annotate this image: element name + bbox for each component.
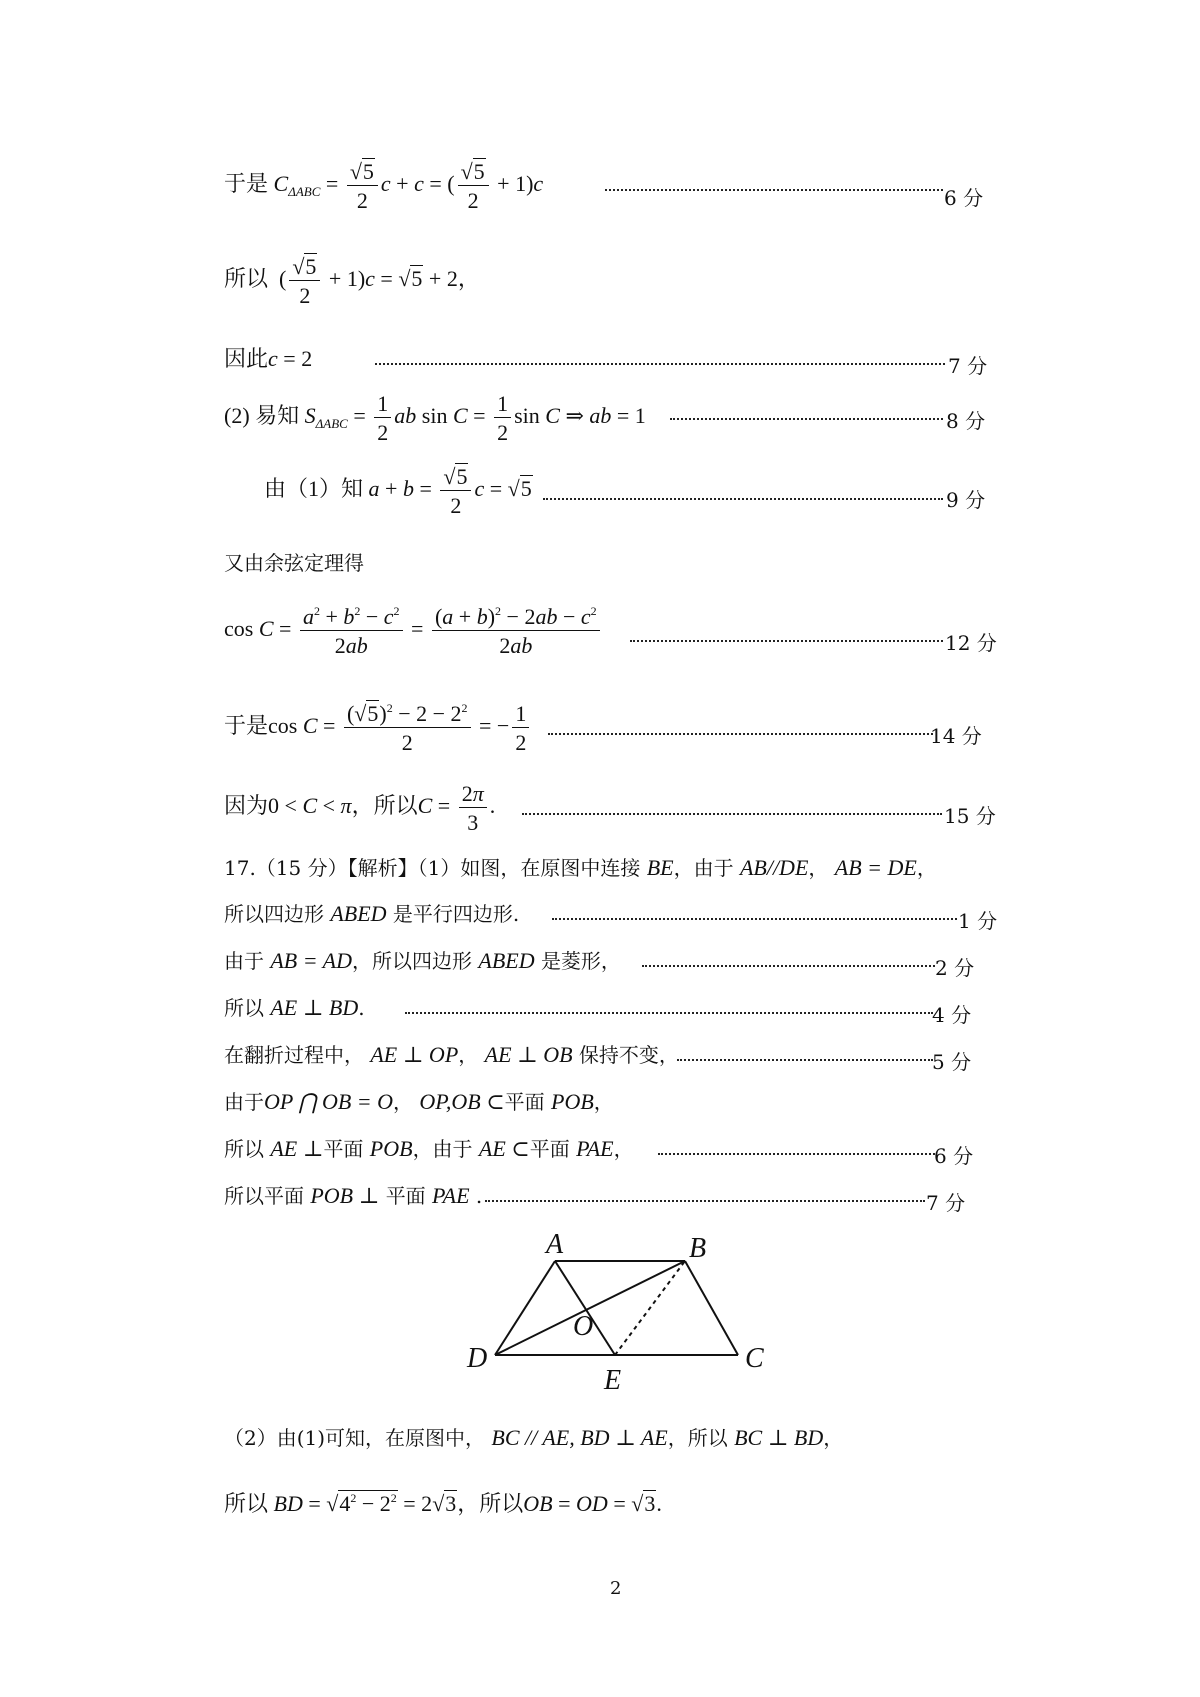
label-o: O <box>573 1311 594 1342</box>
text-part2: (2) 易知 <box>224 403 300 429</box>
math-ab-parallel-de: AB//DE <box>739 855 809 880</box>
text: 平面 <box>529 1137 570 1161</box>
text-suoyi: 所以 <box>224 266 269 292</box>
fraction: $\frac{a^2 + b^2 - c^2}{2ab}$ <box>300 605 403 657</box>
line-q17-intro <box>224 857 937 879</box>
text: 所以 <box>224 996 264 1020</box>
fraction: $\frac{1}{2}$ <box>374 392 391 444</box>
text: ， <box>458 1043 479 1067</box>
leader-dots <box>552 918 957 920</box>
text: ， <box>823 1426 844 1450</box>
score-label: 6 分 <box>934 1144 974 1168</box>
line-intersection <box>224 1091 614 1113</box>
score-label: 5 分 <box>932 1050 972 1074</box>
line-ae-perp-plane <box>224 1138 634 1160</box>
fraction: $\frac{1}{2}$ <box>494 392 511 444</box>
math-op-cap-ob: OP ⋂ OB = O <box>264 1089 394 1114</box>
text: 是菱形， <box>540 949 621 973</box>
score-label: 9 分 <box>946 488 986 512</box>
line-a-plus-b: 由（1）知 a + b = $\frac{√5}{2}$ c = √5 <box>264 464 532 519</box>
text-suoyi: 所以 <box>224 1491 269 1516</box>
label-b: B <box>689 1233 707 1264</box>
text: ， <box>916 856 937 880</box>
score-label: 14 分 <box>930 724 982 748</box>
score-label: 6 分 <box>944 186 984 210</box>
leader-dots <box>658 1153 935 1155</box>
leader-dots <box>677 1059 933 1061</box>
text: 所以四边形 <box>224 902 324 926</box>
score-label: 8 分 <box>946 409 986 433</box>
segment-eb-dashed <box>615 1261 685 1355</box>
leader-dots <box>605 189 943 191</box>
line-ae-perp-bd <box>224 997 365 1019</box>
fraction: $\frac{√5}{2}$ <box>289 255 320 307</box>
leader-dots <box>375 363 945 365</box>
leader-dots <box>670 418 943 420</box>
line-parallelogram <box>224 903 519 925</box>
text-suoyi: ，所以 <box>457 1491 524 1516</box>
score-label: 1 分 <box>958 909 998 933</box>
fraction: $\frac{√5}{2}$ <box>458 160 489 212</box>
text-by-part1: 由（1）知 <box>264 476 364 502</box>
text: ， <box>613 1137 634 1161</box>
line-folding <box>224 1044 679 1066</box>
fraction: $\frac{√5}{2}$ <box>347 160 378 212</box>
score-label: 12 分 <box>945 631 997 655</box>
leader-dots <box>522 813 942 815</box>
line-perimeter: 于是 $C_{\Delta ABC}$ = $\frac{√5}{2}$ c + c = ( $\frac{√5}{2}$ + 1)c <box>224 159 544 214</box>
score-label: 4 分 <box>932 1003 972 1027</box>
text-suoyi: ，所以 <box>351 793 418 819</box>
leader-dots <box>405 1012 933 1014</box>
fraction: $\frac{(√5)^2 - 2 - 2^2}{2}$ <box>344 702 471 754</box>
label-e: E <box>604 1365 622 1396</box>
text: 所以 <box>224 1137 264 1161</box>
math-ae-subset: AE ⊂ <box>478 1136 530 1161</box>
leader-dots <box>485 1200 925 1202</box>
text: 平面 <box>323 1137 364 1161</box>
subscript-abc: ΔABC <box>288 184 321 200</box>
score-label: 7 分 <box>926 1191 966 1215</box>
math-abed: ABED <box>330 901 387 926</box>
math-pob: POB <box>551 1089 594 1114</box>
math-ab-eq-de: AB = DE <box>834 855 917 880</box>
fraction: $\frac{√5}{2}$ <box>440 465 471 517</box>
text: ， <box>393 1090 414 1114</box>
text: ，所以 <box>667 1426 728 1450</box>
line-bd-length: 所以 BD = $√4^2 - 2^2 = 2√3$，所以OB = OD = √3. <box>224 1491 662 1516</box>
line-cosine-formula: cos C = $\frac{a^2 + b^2 - c^2}{2ab}$ = $\frac{(a + b)^2 - 2ab - c^2}{2ab}$ <box>224 605 603 657</box>
leader-dots <box>548 733 933 735</box>
text: ， <box>808 856 829 880</box>
text-yinwei: 因为 <box>224 793 269 819</box>
segment-bc <box>685 1261 738 1355</box>
text: 在翻折过程中， <box>224 1043 364 1067</box>
math-ae-perp: AE ⊥ <box>270 1136 324 1161</box>
score-label: 2 分 <box>935 956 975 980</box>
text-yinci: 因此 <box>224 346 269 371</box>
text: 保持不变， <box>578 1043 679 1067</box>
page-number: 2 <box>610 1578 622 1599</box>
math-be: BE <box>646 855 674 880</box>
text: . <box>475 1184 483 1208</box>
math-bc-perp-bd: BC ⊥ BD <box>734 1425 824 1450</box>
math-bc-parallel-ae: BC // AE, BD ⊥ AE <box>491 1425 668 1450</box>
math-ae-perp-bd: AE ⊥ BD <box>270 995 359 1020</box>
leader-dots <box>543 498 943 500</box>
line-solve-c: 所以 ( $\frac{√5}{2}$ + 1)c = √5 + 2， <box>224 254 480 309</box>
text: . <box>358 996 365 1020</box>
math-pob: POB <box>369 1136 413 1161</box>
text: 由于 <box>224 949 264 973</box>
leader-dots <box>642 965 935 967</box>
geometry-figure <box>455 1225 795 1405</box>
math-pob-perp: POB ⊥ <box>310 1183 380 1208</box>
line-cos-value: 于是cos C = $\frac{(√5)^2 - 2 - 2^2}{2}$ = − $\frac{1}{2}$ <box>224 702 532 754</box>
score-label: 15 分 <box>944 804 996 828</box>
label-c: C <box>745 1343 764 1374</box>
math-ae-perp-op: AE ⊥ OP <box>370 1042 459 1067</box>
fraction: $\frac{2\pi}{3}$ <box>459 782 487 834</box>
text: （2）由(1)可知，在原图中， <box>224 1426 486 1450</box>
subscript-abc: ΔABC <box>315 416 348 432</box>
label-d: D <box>467 1343 488 1374</box>
text: ，所以四边形 <box>352 949 473 973</box>
text: ，由于 <box>673 856 734 880</box>
math-ab-eq-ad: AB = AD <box>270 948 353 973</box>
line-part2 <box>224 1427 843 1449</box>
text-q17: 17.（15 分）【解析】（1）如图，在原图中连接 <box>224 856 641 880</box>
fraction: $\frac{(a + b)^2 - 2ab - c^2}{2ab}$ <box>432 605 600 657</box>
label-a: A <box>546 1229 564 1260</box>
text-yushi: 于是 <box>224 713 269 739</box>
math-pae: PAE <box>576 1136 614 1161</box>
text: ，由于 <box>412 1137 473 1161</box>
math-op-ob-subset: OP,OB ⊂ <box>419 1089 505 1114</box>
text: 是平行四边形. <box>392 902 520 926</box>
line-area: (2) 易知 $S_{\Delta ABC}$ = $\frac{1}{2}$ ab sin C = $\frac{1}{2}$ sin C ⇒ ab = 1 <box>224 391 646 446</box>
line-plane-perp <box>224 1185 482 1207</box>
text-yushi: 于是 <box>224 171 269 197</box>
text: ， <box>593 1090 614 1114</box>
line-rhombus <box>224 950 621 972</box>
fraction: $\frac{1}{2}$ <box>512 702 529 754</box>
text: 平面 <box>504 1090 545 1114</box>
math-pae: PAE <box>432 1183 470 1208</box>
score-label: 7 分 <box>948 354 988 378</box>
line-angle-c: 因为0 < C < π，所以C = $\frac{2\pi}{3}$ . <box>224 781 496 836</box>
math-abed: ABED <box>478 948 535 973</box>
line-c-equals: 因此c = 2 <box>224 346 313 371</box>
text: 平面 <box>385 1184 426 1208</box>
leader-dots <box>630 640 943 642</box>
math-ae-perp-ob: AE ⊥ OB <box>484 1042 573 1067</box>
text: 所以平面 <box>224 1184 304 1208</box>
text: 由于 <box>224 1090 264 1114</box>
line-cosine-law-intro: 又由余弦定理得 <box>224 551 364 575</box>
